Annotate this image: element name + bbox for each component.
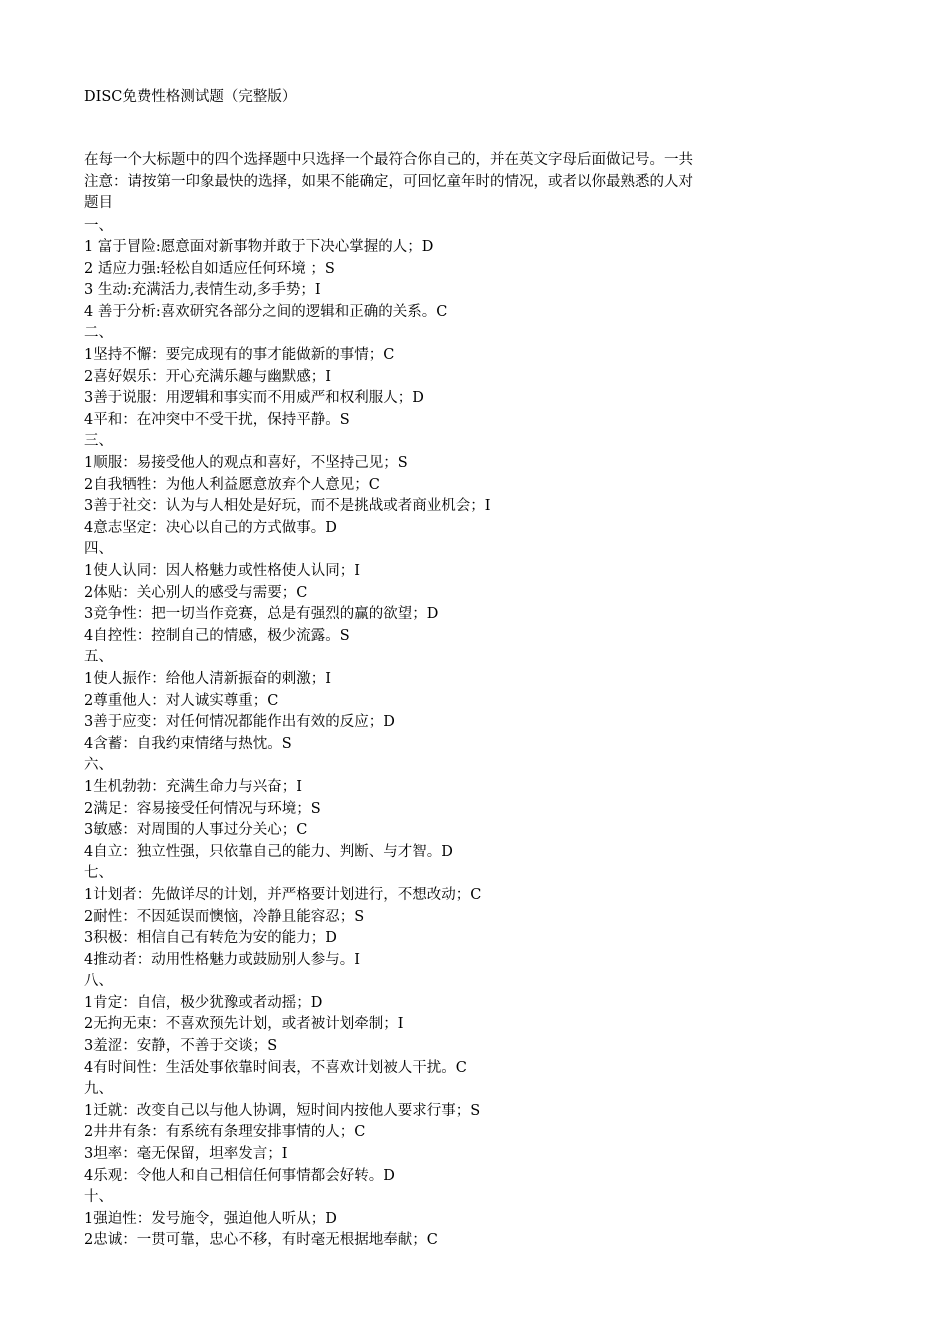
question-option: 1使人认同：因人格魅力或性格使人认同；I xyxy=(84,563,360,579)
question-option: 4自立：独立性强，只依靠自己的能力、判断、与才智。D xyxy=(84,843,453,860)
question-option: 2耐性：不因延误而懊恼，冷静且能容忍；S xyxy=(84,908,365,925)
question-section xyxy=(84,216,808,324)
question-option: 3善于说服：用逻辑和事实而不用威严和权利服人；D xyxy=(84,390,424,407)
question-section xyxy=(84,1187,808,1252)
question-option: 2满足：容易接受任何情况与环境；S xyxy=(84,800,321,817)
section-heading: 一、 xyxy=(84,217,113,234)
question-option: 2体贴：关心别人的感受与需要；C xyxy=(84,584,308,601)
question-option: 4平和：在冲突中不受干扰，保持平静。S xyxy=(84,411,350,428)
question-option: 1坚持不懈：要完成现有的事才能做新的事情；C xyxy=(84,347,395,364)
question-option: 2忠诚：一贯可靠，忠心不移，有时毫无根据地奉献；C xyxy=(84,1232,438,1249)
question-section xyxy=(84,431,808,539)
question-section xyxy=(84,755,808,863)
question-section xyxy=(84,971,808,1079)
section-heading: 八、 xyxy=(84,973,113,990)
question-option: 2 适应力强:轻松自如适应任何环境 ；S xyxy=(84,260,335,277)
question-section xyxy=(84,539,808,647)
question-option: 3竞争性：把一切当作竞赛，总是有强烈的赢的欲望；D xyxy=(84,606,439,623)
question-option: 2尊重他人：对人诚实尊重；C xyxy=(84,692,279,709)
question-option: 2井井有条：有系统有条理安排事情的人；C xyxy=(84,1124,366,1141)
question-option: 3积极：相信自己有转危为安的能力；D xyxy=(84,930,337,947)
section-heading: 二、 xyxy=(84,325,113,342)
question-option: 2自我牺牲：为他人利益愿意放弃个人意见；C xyxy=(84,476,380,493)
question-option: 4含蓄：自我约束情绪与热忱。S xyxy=(84,735,292,752)
question-option: 4自控性：控制自己的情感，极少流露。S xyxy=(84,627,350,644)
instruction-line: 注意：请按第一印象最快的选择，如果不能确定，可回忆童年时的情况，或者以你最熟悉的人对 xyxy=(84,173,693,190)
section-heading: 四、 xyxy=(84,541,113,558)
section-heading: 五、 xyxy=(84,649,113,666)
question-option: 3羞涩：安静，不善于交谈；S xyxy=(84,1038,278,1055)
question-option: 3敏感：对周围的人事过分关心；C xyxy=(84,822,308,839)
question-option: 1使人振作：给他人清新振奋的刺激；I xyxy=(84,670,331,687)
question-option: 1迁就：改变自己以与他人协调，短时间内按他人要求行事；S xyxy=(84,1102,481,1119)
question-section xyxy=(84,323,808,431)
question-option: 1计划者：先做详尽的计划，并严格要计划进行，不想改动；C xyxy=(84,886,482,903)
question-list xyxy=(84,216,808,1253)
question-option: 4推动者：动用性格魅力或鼓励别人参与。I xyxy=(84,951,360,968)
question-option: 2喜好娱乐：开心充满乐趣与幽默感；I xyxy=(84,368,331,385)
instructions xyxy=(84,150,808,215)
question-option: 1强迫性：发号施令，强迫他人听从；D xyxy=(84,1210,337,1227)
questions-label: 题目 xyxy=(84,195,113,212)
section-heading: 九、 xyxy=(84,1081,113,1098)
question-option: 4有时间性：生活处事依靠时间表，不喜欢计划被人干扰。C xyxy=(84,1059,467,1076)
question-option: 3善于应变：对任何情况都能作出有效的反应；D xyxy=(84,714,395,731)
question-section xyxy=(84,863,808,971)
section-heading: 三、 xyxy=(84,433,113,450)
question-option: 3善于社交：认为与人相处是好玩，而不是挑战或者商业机会；I xyxy=(84,498,491,515)
question-option: 3 生动:充满活力,表情生动,多手势；I xyxy=(84,282,321,299)
question-option: 1肯定：自信，极少犹豫或者动摇；D xyxy=(84,994,323,1011)
document-title: DISC免费性格测试题（完整版） xyxy=(84,89,297,105)
question-option: 3坦率：毫无保留，坦率发言；I xyxy=(84,1146,288,1163)
question-option: 4 善于分析:喜欢研究各部分之间的逻辑和正确的关系。C xyxy=(84,303,448,320)
section-heading: 十、 xyxy=(84,1189,113,1206)
question-option: 1顺服：易接受他人的观点和喜好，不坚持己见；S xyxy=(84,455,408,472)
question-option: 2无拘无束：不喜欢预先计划，或者被计划牵制；I xyxy=(84,1016,404,1033)
instruction-line: 在每一个大标题中的四个选择题中只选择一个最符合你自己的，并在英文字母后面做记号。一共 xyxy=(84,152,693,168)
question-option: 1生机勃勃：充满生命力与兴奋；I xyxy=(84,778,302,795)
question-section xyxy=(84,1079,808,1187)
question-option: 1 富于冒险:愿意面对新事物并敢于下决心掌握的人；D xyxy=(84,239,434,256)
question-option: 4乐观：令他人和自己相信任何事情都会好转。D xyxy=(84,1167,395,1184)
section-heading: 六、 xyxy=(84,757,113,774)
question-option: 4意志坚定：决心以自己的方式做事。D xyxy=(84,519,337,536)
question-section xyxy=(84,647,808,755)
section-heading: 七、 xyxy=(84,865,113,882)
